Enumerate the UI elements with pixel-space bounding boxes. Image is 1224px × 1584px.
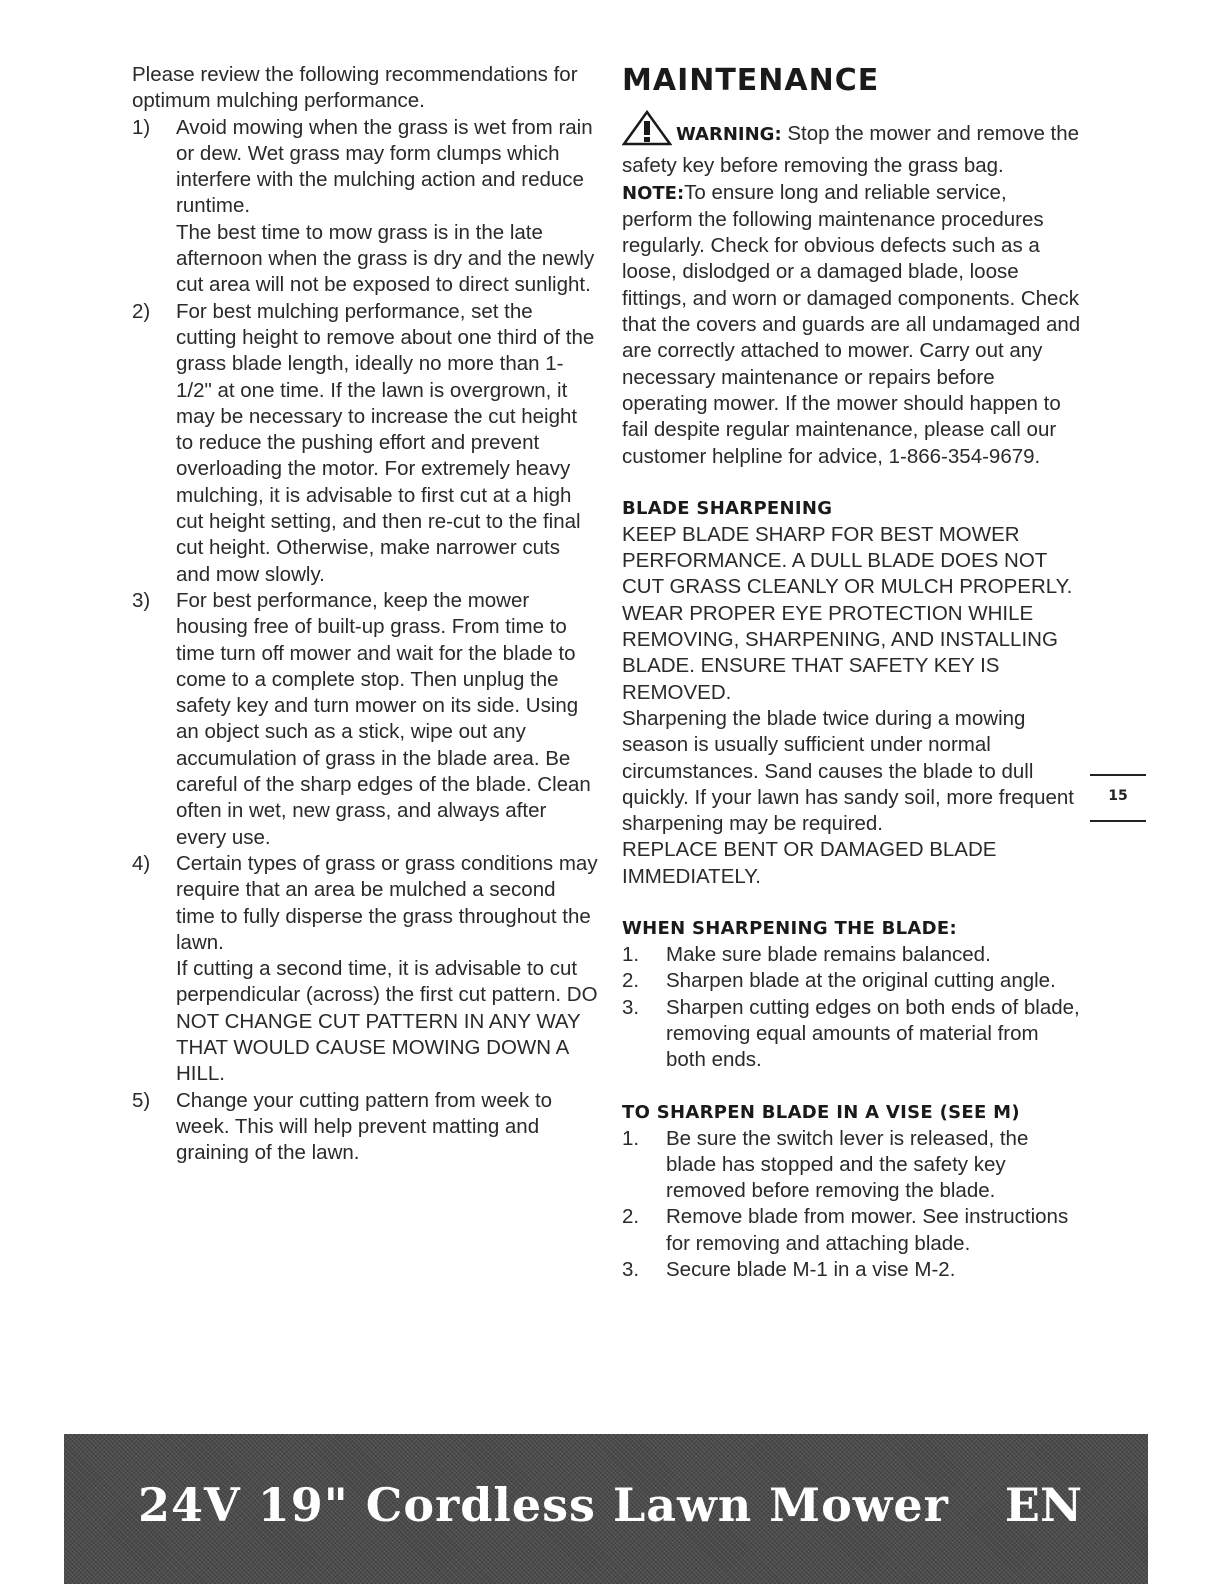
- item-number: 3.: [622, 995, 640, 1019]
- footer-language: EN: [1004, 1478, 1082, 1532]
- item-text: THAT WOULD CAUSE MOWING DOWN A HILL.: [176, 1035, 569, 1086]
- item-text: Sharpen cutting edges on both ends of blade, removing equal amounts of material from both ends.: [666, 995, 1080, 1072]
- footer-title: 24V 19" Cordless Lawn Mower: [138, 1478, 949, 1532]
- note-text: To ensure long and reliable service, perform the following maintenance procedures regularly. Check for obvious defects such as a loose, dislodged or a damaged blade, loose fittings, and worn or damaged components. Check that the covers and guards are all undamaged and are correctly attached to mower. Carry out any necessary maintenance or repairs before operating mower. If the mower should happen to fail despite regular maintenance, please call our customer helpline for advice, 1-866-354-9679.: [622, 180, 1081, 468]
- intro-text: Please review the following recommendations for optimum mulching performance.: [132, 63, 578, 113]
- item-number: 2.: [622, 969, 640, 993]
- item-text: Be sure the switch lever is released, the blade has stopped and the safety key removed before removing the blade.: [666, 1126, 1029, 1203]
- item-text: If cutting a second time, it is advisable to cut perpendicular (across) the first cut pattern. DO NOT CHANGE CUT PATTERN IN ANY WAY: [176, 957, 598, 1033]
- item-text: Avoid mowing when the grass is wet from rain or dew. Wet grass may form clumps which interfere with the mulching action and reduce runtime.: [176, 115, 593, 218]
- right-column: [622, 62, 1082, 1283]
- item-text: Make sure blade remains balanced.: [666, 943, 991, 967]
- page-number: 15: [1090, 774, 1146, 822]
- blade-caps-text-2: REPLACE BENT OR DAMAGED BLADE IMMEDIATELY.: [622, 838, 997, 888]
- blade-sharpening-heading: BLADE SHARPENING: [622, 497, 833, 519]
- item-text: Remove blade from mower. See instructions for removing and attaching blade.: [666, 1205, 1069, 1255]
- item-text: Certain types of grass or grass conditions may require that an area be mulched a second time to fully disperse the grass throughout the lawn.: [176, 851, 598, 954]
- when-sharpening-list: [622, 942, 1082, 1073]
- vise-list: [622, 1126, 1082, 1284]
- item-text: Change your cutting pattern from week to week. This will help prevent matting and graining of the lawn.: [176, 1088, 553, 1165]
- section-title: MAINTENANCE: [622, 63, 880, 98]
- list-item: [622, 1126, 1082, 1205]
- left-column: [132, 62, 598, 1166]
- item-number: 1.: [622, 943, 640, 967]
- list-item: [132, 299, 598, 588]
- item-number: 1.: [622, 1126, 640, 1150]
- list-item: [622, 968, 1082, 994]
- item-text: Sharpen blade at the original cutting angle.: [666, 969, 1056, 993]
- warning-block: [622, 110, 1082, 180]
- note-block: [622, 180, 1082, 470]
- item-text: The best time to mow grass is in the late afternoon when the grass is dry and the newly cut area will not be exposed to direct sunlight.: [176, 220, 595, 297]
- item-text: For best performance, keep the mower housing free of built-up grass. From time to time turn off mower and wait for the blade to come to a complete stop. Then unplug the safety key and turn mower on its side. Using an object such as a stick, wipe out any accumulation of grass in the blade area. Be careful of the sharp edges of the blade. Clean often in wet, new grass, and always after every use.: [176, 588, 591, 849]
- list-item: [622, 995, 1082, 1074]
- blade-caps-text: KEEP BLADE SHARP FOR BEST MOWER PERFORMANCE. A DULL BLADE DOES NOT CUT GRASS CLEANLY OR MULCH PROPERLY. WEAR PROPER EYE PROTECTION WHILE REMOVING, SHARPENING, AND INSTALLING BLADE. ENSURE THAT SAFETY KEY IS REMOVED.: [622, 522, 1073, 704]
- note-label: NOTE:: [622, 182, 685, 204]
- list-item: [622, 1204, 1082, 1257]
- item-number: 3.: [622, 1257, 640, 1281]
- blade-text: Sharpening the blade twice during a mowing season is usually sufficient under normal circumstances. Sand causes the blade to dull quickly. If your lawn has sandy soil, more frequent sharpening may be required.: [622, 706, 1074, 836]
- recommendations-list: [132, 115, 598, 1167]
- item-number: 2): [132, 299, 151, 323]
- list-item: [132, 588, 598, 851]
- item-number: 2.: [622, 1205, 640, 1229]
- item-number: 3): [132, 588, 151, 612]
- warning-text: Stop the mower and remove the safety key before removing the grass bag.: [622, 122, 1080, 178]
- footer-banner: [64, 1434, 1148, 1584]
- item-text: For best mulching performance, set the cutting height to remove about one third of the grass blade length, ideally no more than 1-1/2" at one time. If the lawn is overgrown, it may be necessary to increase the cut height to reduce the pushing effort and prevent overloading the motor. For extremely heavy mulching, it is advisable to first cut at a high cut height setting, and then re-cut to the final cut height. Otherwise, make narrower cuts and mow slowly.: [176, 299, 595, 586]
- item-number: 5): [132, 1088, 151, 1112]
- list-item: [622, 942, 1082, 968]
- list-item: [132, 115, 598, 299]
- warning-label: WARNING:: [676, 124, 782, 145]
- when-sharpening-heading: WHEN SHARPENING THE BLADE:: [622, 918, 957, 940]
- item-number: 1): [132, 115, 151, 139]
- item-number: 4): [132, 851, 151, 875]
- item-text: Secure blade M-1 in a vise M-2.: [666, 1257, 956, 1281]
- list-item: [132, 1088, 598, 1167]
- vise-heading: TO SHARPEN BLADE IN A VISE (SEE M): [622, 1101, 1020, 1123]
- list-item: [132, 851, 598, 1088]
- warning-triangle-icon: [622, 110, 672, 153]
- list-item: [622, 1257, 1082, 1283]
